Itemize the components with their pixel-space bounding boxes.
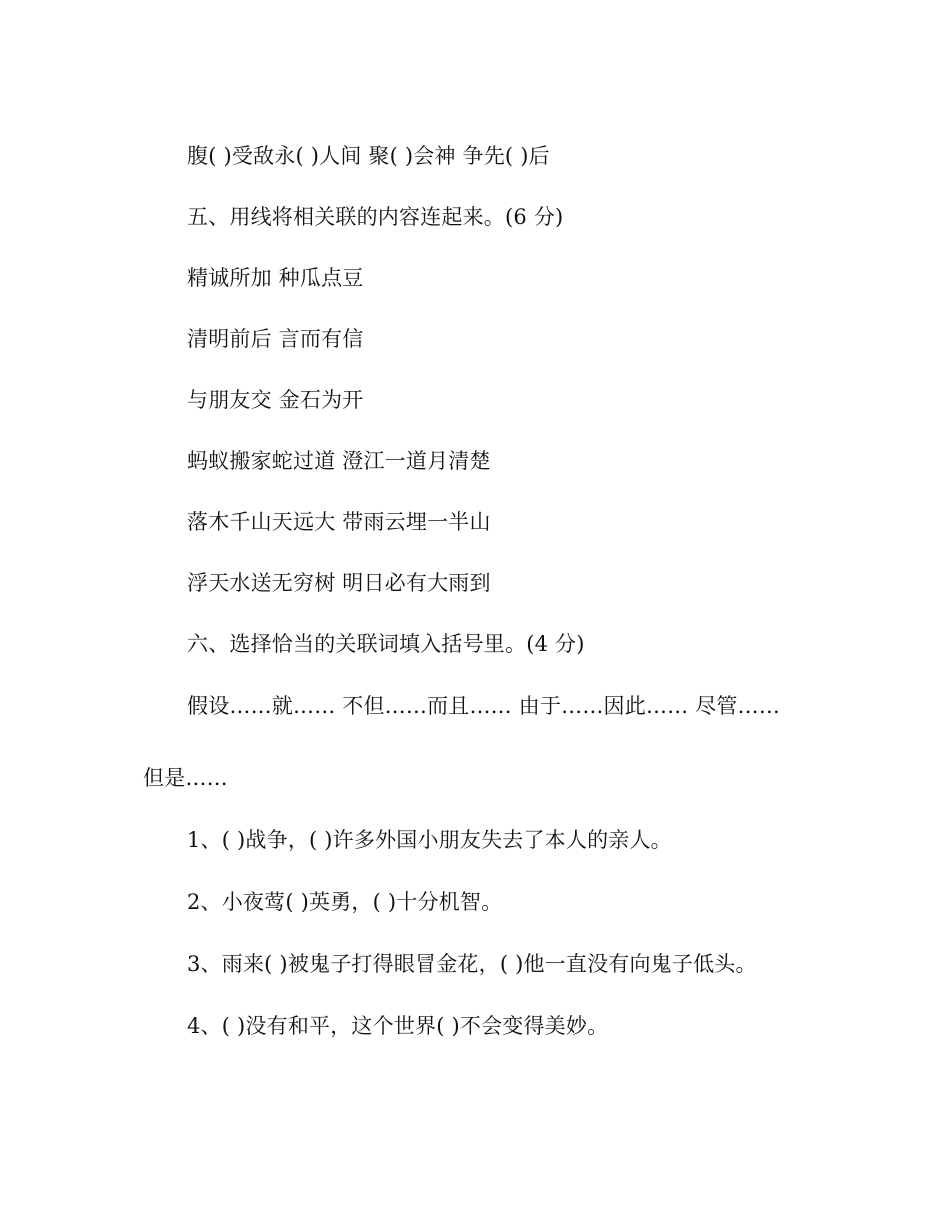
question-3: 3、雨来( )被鬼子打得眼冒金花，( )他一直没有向鬼子低头。 [187,952,757,976]
question-1: 1、( )战争，( )许多外国小朋友失去了本人的亲人。 [187,828,672,852]
match-item-5: 落木千山天远大 带雨云埋一半山 [187,510,491,534]
match-item-2: 清明前后 言而有信 [187,327,364,351]
idiom-fill-line: 腹( )受敌永( )人间 聚( )会神 争先( )后 [187,144,550,168]
question-4: 4、( )没有和平，这个世界( )不会变得美妙。 [187,1014,609,1038]
section-five-heading: 五、用线将相关联的内容连起来。(6 分) [187,205,564,229]
section-six-heading: 六、选择恰当的关联词填入括号里。(4 分) [187,632,585,656]
match-item-3: 与朋友交 金石为开 [187,388,364,412]
conjunction-options-continued: 但是…… [143,766,228,790]
conjunction-options: 假设……就…… 不但……而且…… 由于……因此…… 尽管…… [187,694,781,718]
match-item-4: 蚂蚁搬家蛇过道 澄江一道月清楚 [187,449,491,473]
match-item-1: 精诚所加 种瓜点豆 [187,266,364,290]
match-item-6: 浮天水送无穷树 明日必有大雨到 [187,571,491,595]
question-2: 2、小夜莺( )英勇，( )十分机智。 [187,890,503,914]
